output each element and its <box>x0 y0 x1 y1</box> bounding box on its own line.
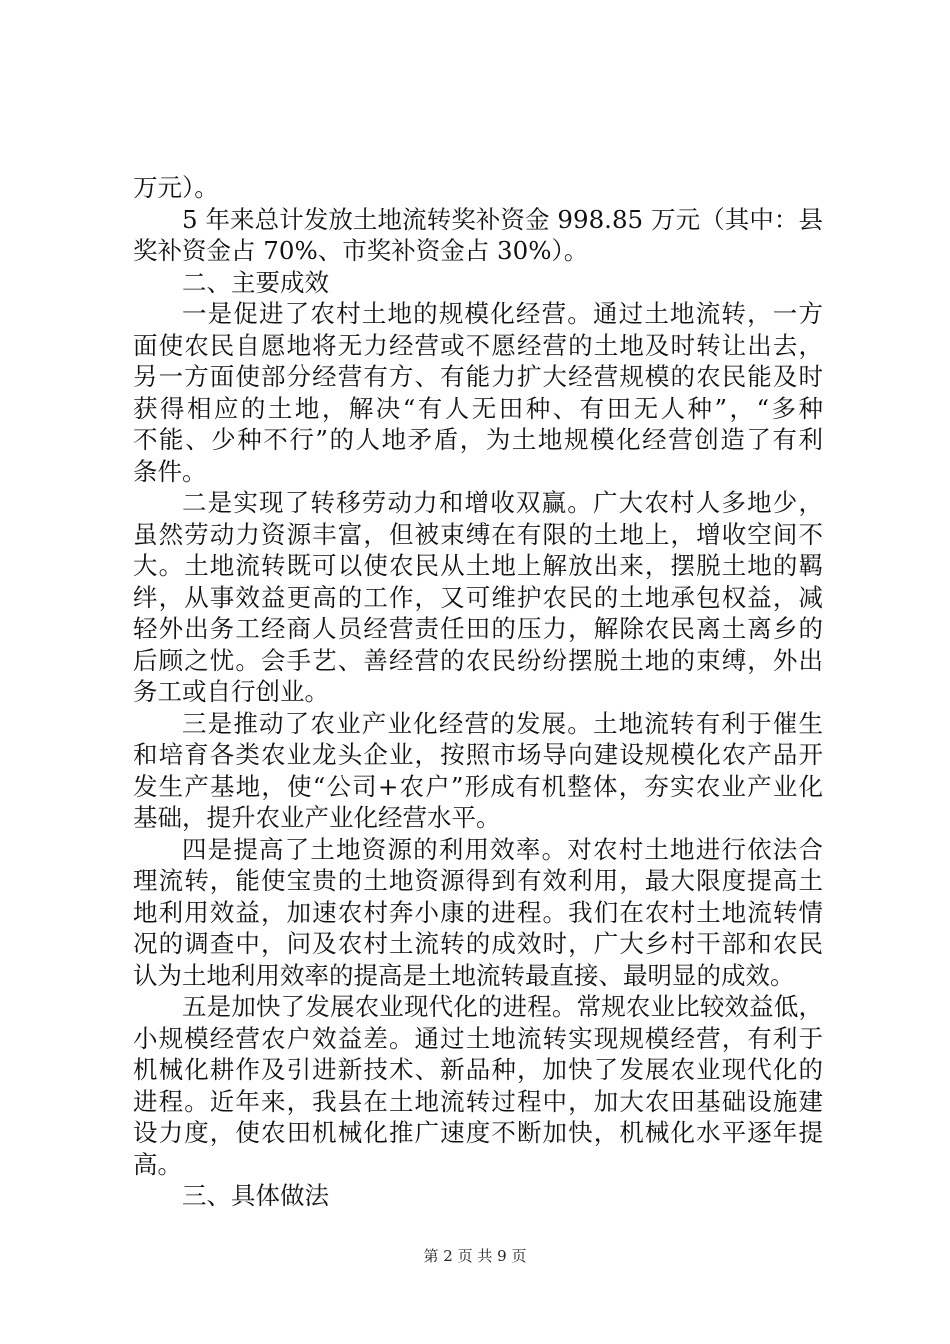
paragraph-line: 小规模经营农户效益差。通过土地流转实现规模经营，有利于 <box>133 1023 823 1053</box>
paragraph-first-line: 三是推动了农业产业化经营的发展。土地流转有利于催生 <box>182 708 823 738</box>
paragraph-line: 轻外出务工经商人员经营责任田的压力，解除农民离土离乡的 <box>133 614 823 643</box>
paragraph-line: 绊，从事效益更高的工作，又可维护农民的土地承包权益，减 <box>133 582 823 612</box>
paragraph-first-line: 四是提高了土地资源的利用效率。对农村土地进行依法合 <box>182 834 823 864</box>
paragraph-line: 获得相应的土地，解决“有人无田种、有田无人种”，“多种 <box>133 393 823 423</box>
paragraph-line: 后顾之忧。会手艺、善经营的农民纷纷摆脱土地的束缚，外出 <box>133 645 823 675</box>
paragraph-line: 面使农民自愿地将无力经营或不愿经营的土地及时转让出去， <box>133 330 823 360</box>
paragraph-line: 理流转，能使宝贵的土地资源得到有效利用，最大限度提高土 <box>133 866 823 895</box>
paragraph-line: 基础，提升农业产业化经营水平。 <box>133 803 501 832</box>
page-footer: 第 2 页 共 9 页 <box>423 1247 527 1265</box>
paragraph-line: 况的调查中，问及农村土流转的成效时，广大乡村干部和农民 <box>133 929 823 958</box>
paragraph-line: 地利用效益，加速农村奔小康的进程。我们在农村土地流转情 <box>133 897 823 927</box>
paragraph-line: 虽然劳动力资源丰富，但被束缚在有限的土地上，增收空间不 <box>133 519 823 549</box>
paragraph-line: 发生产基地，使“公司+农户”形成有机整体，夯实农业产业化 <box>133 771 823 801</box>
paragraph-line: 高。 <box>133 1149 182 1179</box>
paragraph-first-line: 一是促进了农村土地的规模化经营。通过土地流转，一方 <box>182 299 823 328</box>
paragraph-line: 和培育各类农业龙头企业，按照市场导向建设规模化农产品开 <box>133 740 823 769</box>
paragraph-line: 进程。近年来，我县在土地流转过程中，加大农田基础设施建 <box>133 1086 823 1116</box>
paragraph-line: 条件。 <box>133 456 207 486</box>
paragraph-first-line: 二是实现了转移劳动力和增收双赢。广大农村人多地少， <box>182 488 823 517</box>
paragraph-first-line: 三、具体做法 <box>182 1181 329 1210</box>
paragraph-line: 奖补资金占 70%、市奖补资金占 30%）。 <box>133 236 589 265</box>
paragraph-first-line: 5 年来总计发放土地流转奖补资金 998.85 万元（其中：县 <box>182 204 823 234</box>
document-body <box>133 172 823 1212</box>
paragraph-line: 另一方面使部分经营有方、有能力扩大经营规模的农民能及时 <box>133 362 823 391</box>
paragraph-line: 大。土地流转既可以使农民从土地上解放出来，摆脱土地的羁 <box>133 551 823 580</box>
paragraph-line: 认为土地利用效率的提高是土地流转最直接、最明显的成效。 <box>133 960 795 990</box>
paragraph-line: 设力度，使农田机械化推广速度不断加快，机械化水平逐年提 <box>133 1118 823 1147</box>
paragraph-first-line: 五是加快了发展农业现代化的进程。常规农业比较效益低， <box>182 992 823 1021</box>
paragraph-first-line: 二、主要成效 <box>182 267 329 297</box>
paragraph-line: 不能、少种不行”的人地矛盾，为土地规模化经营创造了有利 <box>133 425 823 454</box>
paragraph-line: 万元）。 <box>133 173 219 202</box>
paragraph-line: 务工或自行创业。 <box>133 677 329 706</box>
paragraph-line: 机械化耕作及引进新技术、新品种，加快了发展农业现代化的 <box>133 1055 823 1084</box>
